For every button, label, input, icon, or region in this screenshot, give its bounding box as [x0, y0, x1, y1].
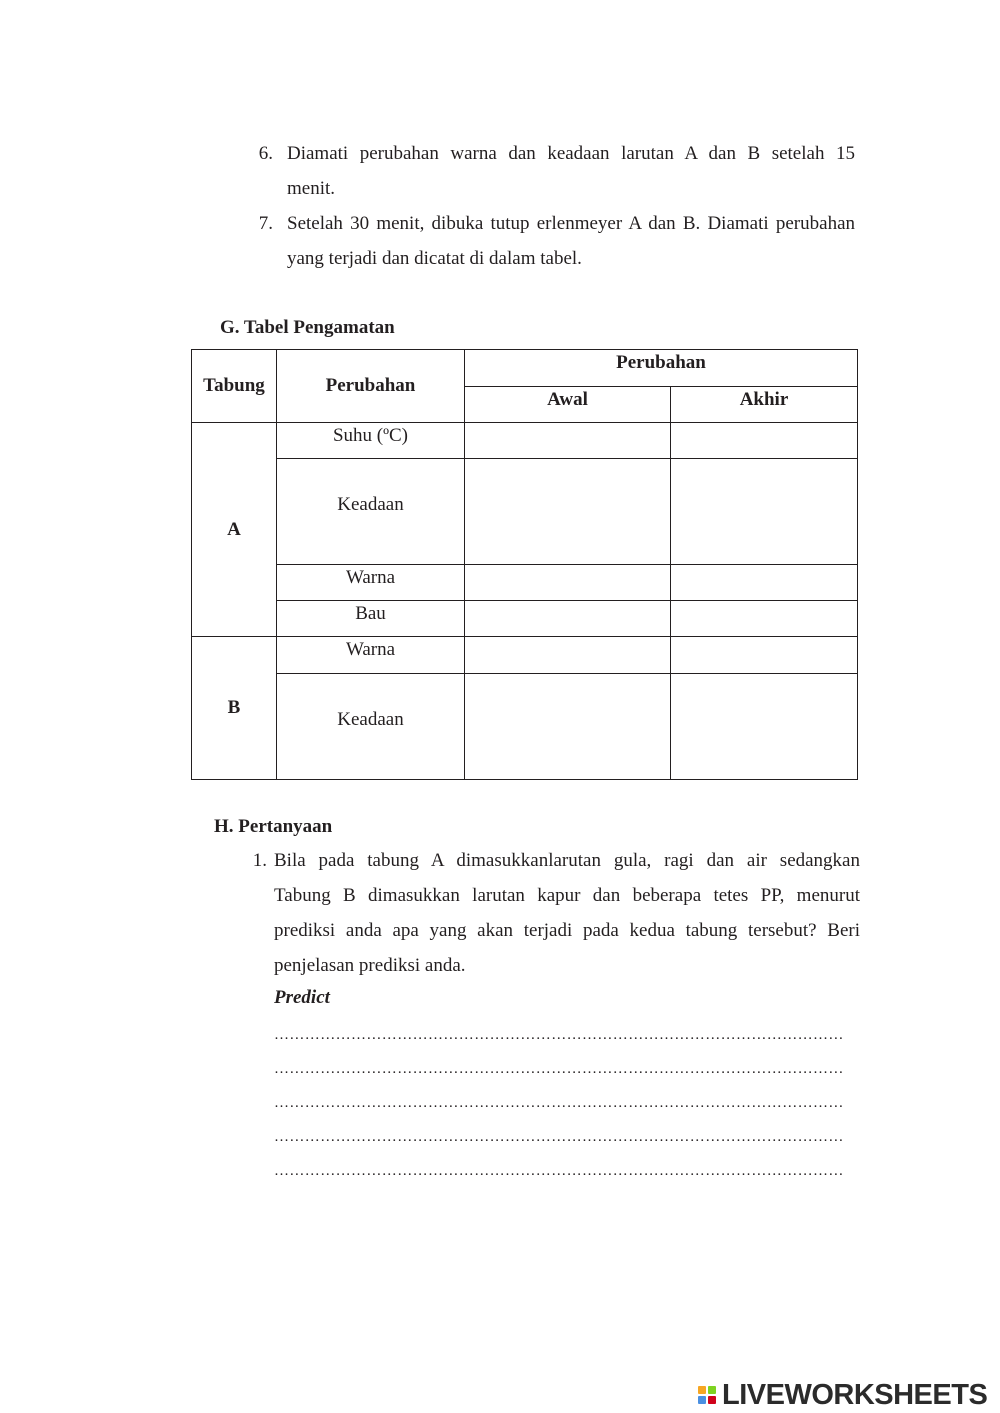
step-number: 6. [258, 143, 273, 164]
question-line: Tabung B dimasukkan larutan kapur dan beberapa tetes PP, menurut [274, 885, 860, 906]
question-line: penjelasan prediksi anda. [274, 955, 466, 976]
header-akhir: Akhir [671, 387, 858, 423]
cell-awal[interactable] [465, 601, 671, 637]
answer-line[interactable]: ………………………………………………………………………………………………… [274, 1027, 844, 1043]
row-label-suhu: Suhu (ºC) [277, 423, 465, 459]
question-number: 1. [252, 850, 267, 871]
cell-awal[interactable] [465, 423, 671, 459]
header-perubahan-group: Perubahan [465, 350, 858, 387]
table-row [192, 459, 858, 565]
answer-line[interactable]: ………………………………………………………………………………………………… [274, 1129, 844, 1145]
step-line: yang terjadi dan dicatat di dalam tabel. [287, 248, 582, 269]
row-label-keadaan: Keadaan [277, 459, 465, 565]
step-line: menit. [287, 178, 336, 199]
logo-square [698, 1396, 706, 1404]
logo-square [708, 1396, 716, 1404]
tabung-a-label: A [192, 423, 277, 637]
cell-awal[interactable] [465, 674, 671, 780]
question-text [274, 843, 860, 983]
logo-text: LIVEWORKSHEETS [722, 1378, 988, 1411]
answer-line[interactable]: ………………………………………………………………………………………………… [274, 1163, 844, 1179]
table-header-row [192, 350, 858, 387]
liveworksheets-logo [698, 1378, 987, 1412]
cell-awal[interactable] [465, 459, 671, 565]
table-row [192, 601, 858, 637]
question-line: prediksi anda apa yang akan terjadi pada kedua tabung tersebut? Beri [274, 920, 860, 941]
section-heading-h: H. Pertanyaan [214, 816, 333, 837]
header-tabung: Tabung [192, 350, 277, 423]
answer-line[interactable]: ………………………………………………………………………………………………… [274, 1061, 844, 1077]
table-row [192, 565, 858, 601]
answer-line[interactable]: ………………………………………………………………………………………………… [274, 1095, 844, 1111]
cell-akhir[interactable] [671, 637, 858, 674]
row-label-warna: Warna [277, 565, 465, 601]
predict-label: Predict [274, 987, 330, 1008]
step-line: Diamati perubahan warna dan keadaan larutan A dan B setelah 15 [287, 143, 855, 164]
step-text [287, 136, 855, 206]
cell-akhir[interactable] [671, 423, 858, 459]
cell-akhir[interactable] [671, 459, 858, 565]
step-number: 7. [258, 213, 273, 234]
header-perubahan: Perubahan [277, 350, 465, 423]
logo-icon [698, 1386, 716, 1404]
question-line: Bila pada tabung A dimasukkanlarutan gula, ragi dan air sedangkan [274, 850, 860, 871]
step-text [287, 206, 855, 276]
logo-square [698, 1386, 706, 1394]
table-row [192, 637, 858, 674]
tabung-b-label: B [192, 637, 277, 780]
row-label-bau: Bau [277, 601, 465, 637]
row-label-warna: Warna [277, 637, 465, 674]
answer-area[interactable] [274, 1018, 854, 1188]
cell-akhir[interactable] [671, 674, 858, 780]
table-row [192, 423, 858, 459]
section-heading-g: G. Tabel Pengamatan [220, 317, 395, 338]
observation-table [191, 349, 858, 780]
step-line: Setelah 30 menit, dibuka tutup erlenmeyer A dan B. Diamati perubahan [287, 213, 855, 234]
cell-akhir[interactable] [671, 565, 858, 601]
header-awal: Awal [465, 387, 671, 423]
row-label-keadaan: Keadaan [277, 674, 465, 780]
cell-awal[interactable] [465, 565, 671, 601]
table-row [192, 674, 858, 780]
logo-square [708, 1386, 716, 1394]
cell-akhir[interactable] [671, 601, 858, 637]
cell-awal[interactable] [465, 637, 671, 674]
